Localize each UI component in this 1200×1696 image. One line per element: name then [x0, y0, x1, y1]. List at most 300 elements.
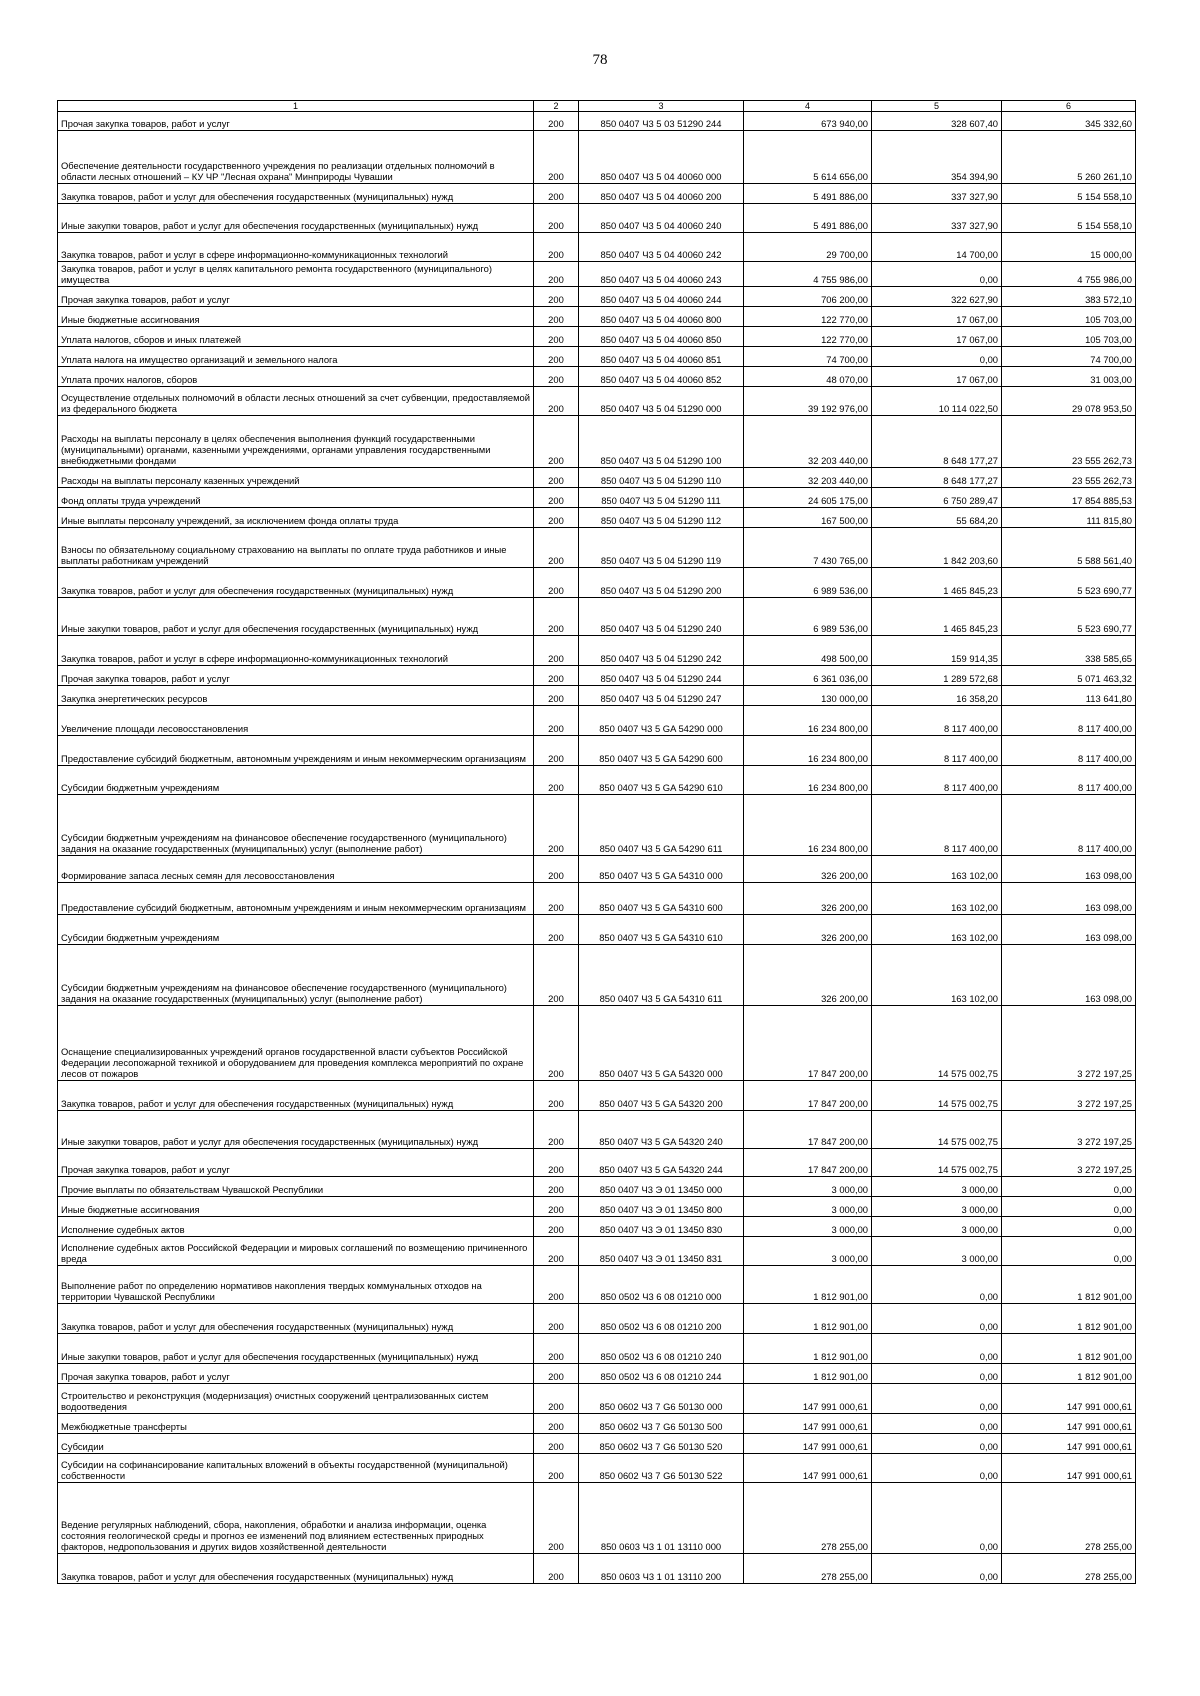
- table-row: [58, 1483, 1136, 1554]
- row-amount-5: 8 117 400,00: [872, 736, 1002, 766]
- row-code: 200: [534, 598, 579, 636]
- row-classification: 850 0407 Ч3 5 GA 54320 244: [579, 1149, 744, 1177]
- row-amount-5: 0,00: [872, 1454, 1002, 1483]
- row-code: 200: [534, 233, 579, 262]
- row-amount-5: 0,00: [872, 1384, 1002, 1414]
- row-amount-6: 111 815,80: [1002, 508, 1136, 528]
- row-name: Иные бюджетные ассигнования: [58, 1197, 534, 1217]
- table-row: [58, 528, 1136, 568]
- row-amount-6: 105 703,00: [1002, 307, 1136, 327]
- row-amount-6: 0,00: [1002, 1177, 1136, 1197]
- row-amount-6: 1 812 901,00: [1002, 1304, 1136, 1334]
- row-code: 200: [534, 204, 579, 233]
- table-row: [58, 1554, 1136, 1584]
- row-code: 200: [534, 1414, 579, 1434]
- row-code: 200: [534, 1237, 579, 1266]
- row-code: 200: [534, 112, 579, 131]
- row-classification: 850 0407 Ч3 Э 01 13450 800: [579, 1197, 744, 1217]
- table-row: [58, 204, 1136, 233]
- row-amount-6: 147 991 000,61: [1002, 1414, 1136, 1434]
- row-amount-6: 5 071 463,32: [1002, 666, 1136, 686]
- table-row: [58, 636, 1136, 666]
- row-amount-5: 328 607,40: [872, 112, 1002, 131]
- budget-table: [57, 100, 1136, 1584]
- table-row: [58, 112, 1136, 131]
- table-row: [58, 736, 1136, 766]
- table-row: [58, 1334, 1136, 1364]
- row-code: 200: [534, 1197, 579, 1217]
- row-name: Иные закупки товаров, работ и услуг для обеспечения государственных (муниципальных) нужд: [58, 204, 534, 233]
- row-amount-4: 6 989 536,00: [744, 568, 872, 598]
- row-code: 200: [534, 347, 579, 367]
- row-name: Прочая закупка товаров, работ и услуг: [58, 666, 534, 686]
- row-name: Предоставление субсидий бюджетным, автономным учреждениям и иным некоммерческим организациям: [58, 736, 534, 766]
- row-name: Увеличение площади лесовосстановления: [58, 706, 534, 736]
- row-name: Формирование запаса лесных семян для лесовосстановления: [58, 856, 534, 883]
- table-row: [58, 666, 1136, 686]
- row-amount-4: 17 847 200,00: [744, 1111, 872, 1149]
- row-amount-6: 338 585,65: [1002, 636, 1136, 666]
- row-classification: 850 0407 Ч3 5 GA 54310 600: [579, 883, 744, 915]
- row-amount-4: 326 200,00: [744, 945, 872, 1006]
- row-amount-5: 0,00: [872, 1554, 1002, 1584]
- row-amount-6: 278 255,00: [1002, 1554, 1136, 1584]
- row-name: Взносы по обязательному социальному страхованию на выплаты по оплате труда работников и иные выплаты работникам учреждений: [58, 528, 534, 568]
- table-row: [58, 488, 1136, 508]
- row-amount-4: 326 200,00: [744, 856, 872, 883]
- row-classification: 850 0407 Ч3 5 04 51290 240: [579, 598, 744, 636]
- row-amount-4: 3 000,00: [744, 1237, 872, 1266]
- table-row: [58, 915, 1136, 945]
- row-code: 200: [534, 307, 579, 327]
- row-code: 200: [534, 883, 579, 915]
- row-amount-4: 5 614 656,00: [744, 131, 872, 184]
- row-amount-5: 0,00: [872, 1414, 1002, 1434]
- row-amount-5: 3 000,00: [872, 1237, 1002, 1266]
- row-classification: 850 0502 Ч3 6 08 01210 000: [579, 1266, 744, 1304]
- row-name: Субсидии на софинансирование капитальных вложений в объекты государственной (муниципальной) собственности: [58, 1454, 534, 1483]
- row-amount-4: 1 812 901,00: [744, 1334, 872, 1364]
- row-name: Закупка товаров, работ и услуг для обеспечения государственных (муниципальных) нужд: [58, 1304, 534, 1334]
- row-classification: 850 0603 Ч3 1 01 13110 200: [579, 1554, 744, 1584]
- row-classification: 850 0407 Ч3 Э 01 13450 831: [579, 1237, 744, 1266]
- row-classification: 850 0407 Ч3 5 GA 54320 240: [579, 1111, 744, 1149]
- row-name: Осуществление отдельных полномочий в области лесных отношений за счет субвенции, предоставляемой из федерального бюджета: [58, 387, 534, 416]
- row-amount-6: 147 991 000,61: [1002, 1454, 1136, 1483]
- table-row: [58, 883, 1136, 915]
- row-amount-6: 163 098,00: [1002, 915, 1136, 945]
- row-amount-5: 17 067,00: [872, 367, 1002, 387]
- row-classification: 850 0407 Ч3 5 04 51290 000: [579, 387, 744, 416]
- row-name: Исполнение судебных актов: [58, 1217, 534, 1237]
- row-amount-6: 5 523 690,77: [1002, 568, 1136, 598]
- row-amount-6: 31 003,00: [1002, 367, 1136, 387]
- row-amount-6: 8 117 400,00: [1002, 736, 1136, 766]
- row-code: 200: [534, 686, 579, 706]
- row-amount-6: 5 588 561,40: [1002, 528, 1136, 568]
- row-amount-6: 0,00: [1002, 1217, 1136, 1237]
- row-name: Закупка товаров, работ и услуг для обеспечения государственных (муниципальных) нужд: [58, 1554, 534, 1584]
- row-classification: 850 0407 Ч3 5 04 40060 242: [579, 233, 744, 262]
- row-code: 200: [534, 766, 579, 795]
- row-classification: 850 0407 Ч3 5 GA 54290 611: [579, 795, 744, 856]
- row-classification: 850 0407 Ч3 5 04 51290 200: [579, 568, 744, 598]
- row-code: 200: [534, 184, 579, 204]
- row-amount-6: 163 098,00: [1002, 883, 1136, 915]
- row-amount-4: 147 991 000,61: [744, 1454, 872, 1483]
- table-row: [58, 1266, 1136, 1304]
- table-row: [58, 416, 1136, 468]
- row-amount-6: 8 117 400,00: [1002, 795, 1136, 856]
- table-row: [58, 367, 1136, 387]
- row-classification: 850 0407 Ч3 5 GA 54320 200: [579, 1081, 744, 1111]
- row-amount-5: 0,00: [872, 1483, 1002, 1554]
- row-classification: 850 0407 Ч3 5 04 51290 242: [579, 636, 744, 666]
- row-amount-6: 345 332,60: [1002, 112, 1136, 131]
- row-classification: 850 0407 Ч3 5 04 51290 100: [579, 416, 744, 468]
- row-code: 200: [534, 1364, 579, 1384]
- row-name: Иные бюджетные ассигнования: [58, 307, 534, 327]
- table-row: [58, 468, 1136, 488]
- page-number: 78: [592, 52, 608, 68]
- row-classification: 850 0602 Ч3 7 G6 50130 500: [579, 1414, 744, 1434]
- row-amount-5: 163 102,00: [872, 856, 1002, 883]
- row-code: 200: [534, 1554, 579, 1584]
- row-classification: 850 0407 Ч3 5 GA 54290 000: [579, 706, 744, 736]
- row-classification: 850 0603 Ч3 1 01 13110 000: [579, 1483, 744, 1554]
- row-classification: 850 0407 Ч3 5 04 40060 852: [579, 367, 744, 387]
- row-classification: 850 0407 Ч3 5 04 51290 110: [579, 468, 744, 488]
- row-amount-4: 147 991 000,61: [744, 1384, 872, 1414]
- row-amount-4: 7 430 765,00: [744, 528, 872, 568]
- row-name: Обеспечение деятельности государственного учреждения по реализации отдельных полномочий в области лесных отношений – КУ ЧР "Лесная охрана" Минприроды Чувашии: [58, 131, 534, 184]
- row-amount-4: 278 255,00: [744, 1554, 872, 1584]
- table-row: [58, 508, 1136, 528]
- row-amount-5: 3 000,00: [872, 1217, 1002, 1237]
- row-code: 200: [534, 416, 579, 468]
- table-row: [58, 1111, 1136, 1149]
- row-amount-4: 16 234 800,00: [744, 766, 872, 795]
- row-amount-5: 0,00: [872, 262, 1002, 287]
- table-row: [58, 1197, 1136, 1217]
- table-row: [58, 387, 1136, 416]
- row-amount-4: 1 812 901,00: [744, 1304, 872, 1334]
- row-classification: 850 0502 Ч3 6 08 01210 200: [579, 1304, 744, 1334]
- row-code: 200: [534, 367, 579, 387]
- row-amount-6: 147 991 000,61: [1002, 1384, 1136, 1414]
- row-name: Фонд оплаты труда учреждений: [58, 488, 534, 508]
- row-amount-5: 354 394,90: [872, 131, 1002, 184]
- row-amount-4: 130 000,00: [744, 686, 872, 706]
- row-code: 200: [534, 508, 579, 528]
- row-amount-5: 8 117 400,00: [872, 795, 1002, 856]
- row-amount-4: 498 500,00: [744, 636, 872, 666]
- row-amount-4: 3 000,00: [744, 1217, 872, 1237]
- row-code: 200: [534, 1006, 579, 1081]
- row-name: Прочая закупка товаров, работ и услуг: [58, 287, 534, 307]
- row-code: 200: [534, 468, 579, 488]
- row-classification: 850 0502 Ч3 6 08 01210 244: [579, 1364, 744, 1384]
- row-classification: 850 0602 Ч3 7 G6 50130 520: [579, 1434, 744, 1454]
- table-row: [58, 1237, 1136, 1266]
- table-body: [58, 112, 1136, 1584]
- row-amount-5: 163 102,00: [872, 915, 1002, 945]
- row-amount-4: 17 847 200,00: [744, 1006, 872, 1081]
- row-code: 200: [534, 1266, 579, 1304]
- row-name: Иные закупки товаров, работ и услуг для обеспечения государственных (муниципальных) нужд: [58, 1111, 534, 1149]
- row-classification: 850 0407 Ч3 5 04 51290 119: [579, 528, 744, 568]
- row-amount-6: 3 272 197,25: [1002, 1111, 1136, 1149]
- row-classification: 850 0407 Ч3 Э 01 13450 000: [579, 1177, 744, 1197]
- row-amount-4: 326 200,00: [744, 883, 872, 915]
- row-amount-6: 8 117 400,00: [1002, 766, 1136, 795]
- row-code: 200: [534, 262, 579, 287]
- row-amount-4: 16 234 800,00: [744, 706, 872, 736]
- table-row: [58, 1304, 1136, 1334]
- table-row: [58, 598, 1136, 636]
- table-row: [58, 327, 1136, 347]
- table-row: [58, 706, 1136, 736]
- row-amount-4: 673 940,00: [744, 112, 872, 131]
- column-header: 5: [872, 101, 1002, 112]
- table-row: [58, 262, 1136, 287]
- row-amount-6: 0,00: [1002, 1197, 1136, 1217]
- column-header: 1: [58, 101, 534, 112]
- row-code: 200: [534, 1177, 579, 1197]
- row-classification: 850 0407 Ч3 5 04 40060 200: [579, 184, 744, 204]
- table-row: [58, 945, 1136, 1006]
- row-amount-4: 6 989 536,00: [744, 598, 872, 636]
- row-amount-4: 4 755 986,00: [744, 262, 872, 287]
- row-amount-5: 163 102,00: [872, 883, 1002, 915]
- row-amount-6: 3 272 197,25: [1002, 1149, 1136, 1177]
- row-amount-6: 29 078 953,50: [1002, 387, 1136, 416]
- row-classification: 850 0407 Ч3 5 04 51290 111: [579, 488, 744, 508]
- row-amount-5: 0,00: [872, 1364, 1002, 1384]
- row-amount-6: 74 700,00: [1002, 347, 1136, 367]
- table-row: [58, 1006, 1136, 1081]
- row-code: 200: [534, 1384, 579, 1414]
- table-row: [58, 1177, 1136, 1197]
- row-code: 200: [534, 1081, 579, 1111]
- row-amount-6: 23 555 262,73: [1002, 416, 1136, 468]
- row-amount-5: 337 327,90: [872, 204, 1002, 233]
- row-classification: 850 0407 Ч3 5 04 40060 850: [579, 327, 744, 347]
- row-amount-4: 29 700,00: [744, 233, 872, 262]
- row-amount-6: 147 991 000,61: [1002, 1434, 1136, 1454]
- row-amount-4: 24 605 175,00: [744, 488, 872, 508]
- row-amount-5: 337 327,90: [872, 184, 1002, 204]
- row-amount-5: 322 627,90: [872, 287, 1002, 307]
- row-classification: 850 0407 Ч3 5 GA 54310 000: [579, 856, 744, 883]
- row-name: Уплата налогов, сборов и иных платежей: [58, 327, 534, 347]
- row-amount-5: 14 575 002,75: [872, 1111, 1002, 1149]
- row-amount-5: 8 117 400,00: [872, 766, 1002, 795]
- row-name: Расходы на выплаты персоналу в целях обеспечения выполнения функций государственными (муниципальными) органами, казенными учреждениями, органами управления государственными внебюджетными фондами: [58, 416, 534, 468]
- row-name: Закупка товаров, работ и услуг в сфере информационно-коммуникационных технологий: [58, 636, 534, 666]
- row-code: 200: [534, 856, 579, 883]
- row-classification: 850 0407 Ч3 5 04 40060 243: [579, 262, 744, 287]
- row-amount-5: 1 465 845,23: [872, 598, 1002, 636]
- row-code: 200: [534, 1334, 579, 1364]
- row-code: 200: [534, 488, 579, 508]
- row-amount-4: 39 192 976,00: [744, 387, 872, 416]
- row-code: 200: [534, 1434, 579, 1454]
- row-amount-4: 16 234 800,00: [744, 736, 872, 766]
- row-amount-6: 1 812 901,00: [1002, 1266, 1136, 1304]
- row-amount-5: 8 648 177,27: [872, 416, 1002, 468]
- row-amount-5: 0,00: [872, 1304, 1002, 1334]
- row-amount-4: 278 255,00: [744, 1483, 872, 1554]
- row-amount-6: 5 154 558,10: [1002, 204, 1136, 233]
- row-amount-5: 159 914,35: [872, 636, 1002, 666]
- row-amount-6: 17 854 885,53: [1002, 488, 1136, 508]
- row-name: Уплата налога на имущество организаций и земельного налога: [58, 347, 534, 367]
- table-row: [58, 1217, 1136, 1237]
- row-amount-6: 5 523 690,77: [1002, 598, 1136, 636]
- row-classification: 850 0602 Ч3 7 G6 50130 522: [579, 1454, 744, 1483]
- row-amount-5: 3 000,00: [872, 1197, 1002, 1217]
- row-name: Субсидии бюджетным учреждениям на финансовое обеспечение государственного (муниципального) задания на оказание государственных (муниципальных) услуг (выполнение работ): [58, 945, 534, 1006]
- row-classification: 850 0407 Ч3 5 04 40060 800: [579, 307, 744, 327]
- table-row: [58, 1081, 1136, 1111]
- row-name: Закупка товаров, работ и услуг для обеспечения государственных (муниципальных) нужд: [58, 568, 534, 598]
- row-amount-4: 122 770,00: [744, 327, 872, 347]
- table-row: [58, 287, 1136, 307]
- row-amount-4: 48 070,00: [744, 367, 872, 387]
- column-header: 6: [1002, 101, 1136, 112]
- row-code: 200: [534, 736, 579, 766]
- table-row: [58, 1149, 1136, 1177]
- row-amount-5: 55 684,20: [872, 508, 1002, 528]
- row-classification: 850 0407 Ч3 5 04 40060 244: [579, 287, 744, 307]
- row-classification: 850 0602 Ч3 7 G6 50130 000: [579, 1384, 744, 1414]
- row-name: Прочие выплаты по обязательствам Чувашской Республики: [58, 1177, 534, 1197]
- row-classification: 850 0407 Ч3 5 GA 54310 610: [579, 915, 744, 945]
- row-amount-6: 163 098,00: [1002, 945, 1136, 1006]
- row-code: 200: [534, 666, 579, 686]
- table-row: [58, 795, 1136, 856]
- row-amount-5: 14 700,00: [872, 233, 1002, 262]
- row-amount-6: 5 260 261,10: [1002, 131, 1136, 184]
- row-amount-6: 113 641,80: [1002, 686, 1136, 706]
- row-amount-6: 23 555 262,73: [1002, 468, 1136, 488]
- row-name: Исполнение судебных актов Российской Федерации и мировых соглашений по возмещению причиненного вреда: [58, 1237, 534, 1266]
- row-code: 200: [534, 915, 579, 945]
- row-amount-6: 163 098,00: [1002, 856, 1136, 883]
- table-row: [58, 1364, 1136, 1384]
- row-classification: 850 0407 Ч3 5 04 51290 244: [579, 666, 744, 686]
- table-row: [58, 307, 1136, 327]
- row-amount-4: 1 812 901,00: [744, 1266, 872, 1304]
- table-header-row: [58, 101, 1136, 112]
- row-classification: 850 0407 Ч3 5 GA 54320 000: [579, 1006, 744, 1081]
- row-name: Закупка товаров, работ и услуг для обеспечения государственных (муниципальных) нужд: [58, 184, 534, 204]
- row-code: 200: [534, 1217, 579, 1237]
- row-name: Межбюджетные трансферты: [58, 1414, 534, 1434]
- row-name: Строительство и реконструкция (модернизация) очистных сооружений централизованных систем водоотведения: [58, 1384, 534, 1414]
- row-code: 200: [534, 387, 579, 416]
- row-name: Субсидии бюджетным учреждениям: [58, 915, 534, 945]
- table-row: [58, 856, 1136, 883]
- column-header: 4: [744, 101, 872, 112]
- row-classification: 850 0407 Ч3 5 04 40060 240: [579, 204, 744, 233]
- row-classification: 850 0407 Ч3 Э 01 13450 830: [579, 1217, 744, 1237]
- row-name: Оснащение специализированных учреждений органов государственной власти субъектов Российской Федерации лесопожарной техникой и оборудованием для проведения комплекса мероприятий по охране лесов от пожаров: [58, 1006, 534, 1081]
- row-amount-4: 1 812 901,00: [744, 1364, 872, 1384]
- row-name: Расходы на выплаты персоналу казенных учреждений: [58, 468, 534, 488]
- row-name: Закупка товаров, работ и услуг в целях капитального ремонта государственного (муниципального) имущества: [58, 262, 534, 287]
- row-amount-5: 0,00: [872, 1434, 1002, 1454]
- row-amount-6: 105 703,00: [1002, 327, 1136, 347]
- row-name: Иные закупки товаров, работ и услуг для обеспечения государственных (муниципальных) нужд: [58, 1334, 534, 1364]
- row-amount-6: 3 272 197,25: [1002, 1006, 1136, 1081]
- row-amount-5: 10 114 022,50: [872, 387, 1002, 416]
- row-amount-5: 14 575 002,75: [872, 1081, 1002, 1111]
- row-classification: 850 0407 Ч3 5 04 51290 247: [579, 686, 744, 706]
- row-classification: 850 0407 Ч3 5 03 51290 244: [579, 112, 744, 131]
- row-amount-4: 167 500,00: [744, 508, 872, 528]
- row-amount-4: 706 200,00: [744, 287, 872, 307]
- row-amount-6: 5 154 558,10: [1002, 184, 1136, 204]
- row-name: Выполнение работ по определению нормативов накопления твердых коммунальных отходов на территории Чувашской Республики: [58, 1266, 534, 1304]
- row-amount-4: 326 200,00: [744, 915, 872, 945]
- row-name: Субсидии бюджетным учреждениям на финансовое обеспечение государственного (муниципального) задания на оказание государственных (муниципальных) услуг (выполнение работ): [58, 795, 534, 856]
- row-code: 200: [534, 1149, 579, 1177]
- row-amount-5: 17 067,00: [872, 307, 1002, 327]
- row-classification: 850 0502 Ч3 6 08 01210 240: [579, 1334, 744, 1364]
- row-code: 200: [534, 706, 579, 736]
- row-amount-5: 6 750 289,47: [872, 488, 1002, 508]
- row-amount-5: 14 575 002,75: [872, 1006, 1002, 1081]
- table-row: [58, 1434, 1136, 1454]
- row-code: 200: [534, 636, 579, 666]
- row-amount-5: 0,00: [872, 1266, 1002, 1304]
- row-amount-4: 74 700,00: [744, 347, 872, 367]
- row-amount-5: 1 465 845,23: [872, 568, 1002, 598]
- row-amount-5: 0,00: [872, 347, 1002, 367]
- row-code: 200: [534, 795, 579, 856]
- row-amount-6: 0,00: [1002, 1237, 1136, 1266]
- table-row: [58, 568, 1136, 598]
- row-classification: 850 0407 Ч3 5 GA 54310 611: [579, 945, 744, 1006]
- row-name: Ведение регулярных наблюдений, сбора, накопления, обработки и анализа информации, оценка состояния геологической среды и прогноз ее изменений под влиянием естественных природных факторов, недропользования и других видов хозяйственной деятельности: [58, 1483, 534, 1554]
- row-amount-6: 3 272 197,25: [1002, 1081, 1136, 1111]
- row-amount-5: 14 575 002,75: [872, 1149, 1002, 1177]
- table-row: [58, 1384, 1136, 1414]
- table-row: [58, 766, 1136, 795]
- row-code: 200: [534, 1454, 579, 1483]
- row-code: 200: [534, 1111, 579, 1149]
- row-code: 200: [534, 528, 579, 568]
- row-amount-4: 147 991 000,61: [744, 1414, 872, 1434]
- row-name: Иные выплаты персоналу учреждений, за исключением фонда оплаты труда: [58, 508, 534, 528]
- row-name: Закупка товаров, работ и услуг для обеспечения государственных (муниципальных) нужд: [58, 1081, 534, 1111]
- row-amount-4: 17 847 200,00: [744, 1149, 872, 1177]
- row-amount-4: 3 000,00: [744, 1177, 872, 1197]
- row-name: Уплата прочих налогов, сборов: [58, 367, 534, 387]
- row-name: Субсидии: [58, 1434, 534, 1454]
- row-classification: 850 0407 Ч3 5 04 40060 000: [579, 131, 744, 184]
- row-amount-6: 1 812 901,00: [1002, 1334, 1136, 1364]
- row-amount-4: 147 991 000,61: [744, 1434, 872, 1454]
- row-code: 200: [534, 287, 579, 307]
- table-row: [58, 686, 1136, 706]
- row-amount-4: 3 000,00: [744, 1197, 872, 1217]
- row-amount-5: 163 102,00: [872, 945, 1002, 1006]
- row-name: Прочая закупка товаров, работ и услуг: [58, 1149, 534, 1177]
- column-header: 3: [579, 101, 744, 112]
